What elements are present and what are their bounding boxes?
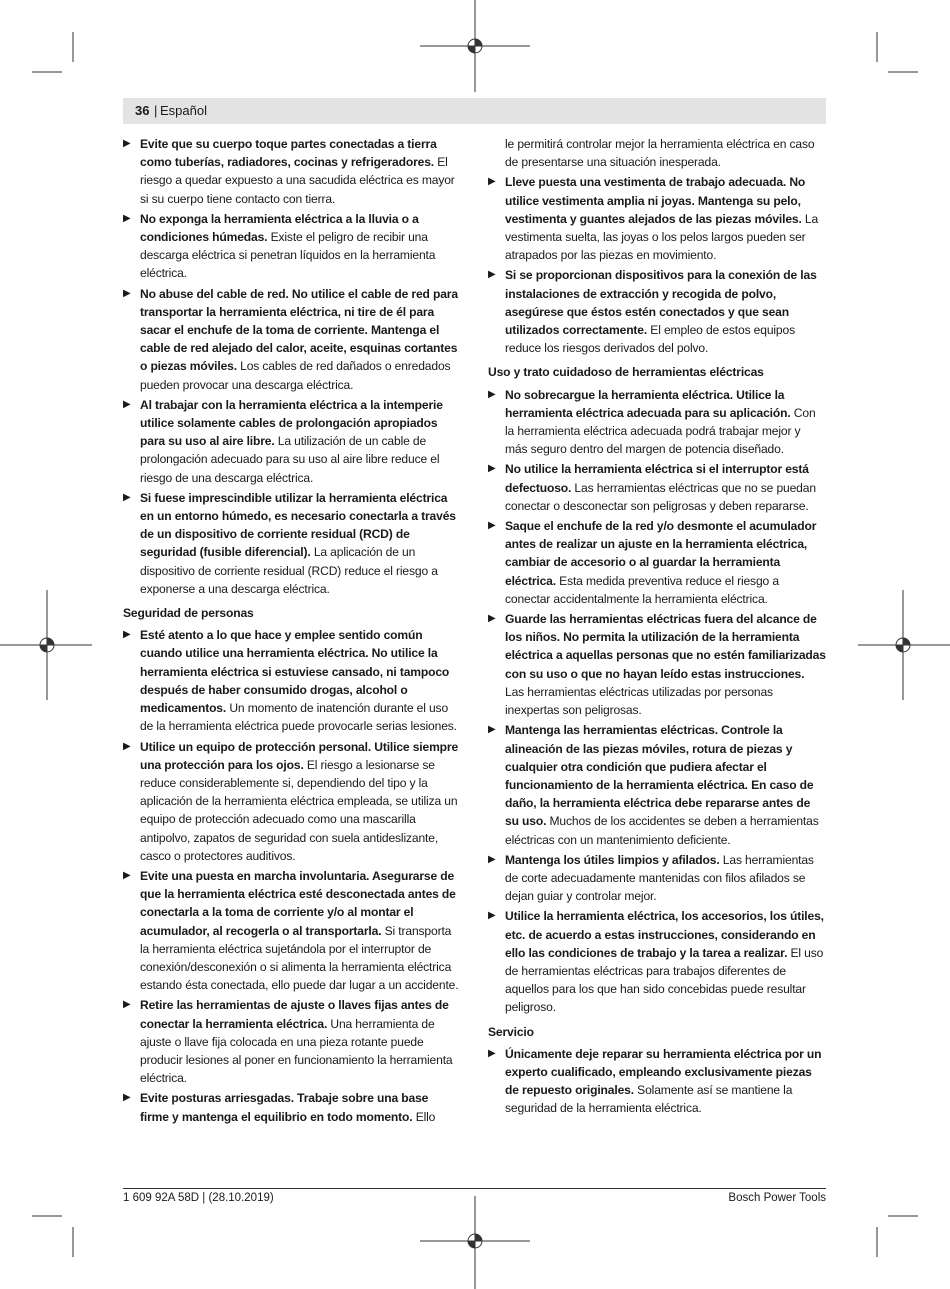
item-text: Un momento de inatención durante el uso de la herramienta eléctrica puede provocarle serias lesiones. — [140, 701, 457, 734]
item-text: El riesgo a quedar expuesto a una sacudida eléctrica es mayor si su cuerpo tiene contacto con tierra. — [140, 155, 455, 206]
item-text: Esta medida preventiva reduce el riesgo a conectar accidentalmente la herramienta eléctrica. — [505, 573, 779, 606]
bullet-arrow-icon: ▶ — [488, 613, 496, 625]
bullet-arrow-icon: ▶ — [123, 869, 131, 881]
bullet-arrow-icon: ▶ — [123, 629, 131, 641]
item-text: Solamente así se mantiene la seguridad de la herramienta eléctrica. — [505, 1083, 793, 1116]
bullet-arrow-icon: ▶ — [123, 287, 131, 299]
item-text: Muchos de los accidentes se deben a herramientas eléctricas con un mantenimiento deficiente. — [505, 814, 819, 847]
item-text: El empleo de estos equipos reduce los riesgos derivados del polvo. — [505, 323, 795, 356]
bullet-arrow-icon: ▶ — [123, 398, 131, 410]
item-text: Las herramientas de corte adecuadamente mantenidas con filos afilados se dejan guiar y controlar mejor. — [505, 852, 814, 904]
item-bold-text: Utilice la herramienta eléctrica, los accesorios, los útiles, etc. de acuerdo a estas instrucciones, considerando en ello las condiciones de trabajo y la tarea a realizar. — [505, 909, 824, 960]
item-bold-text: No exponga la herramienta eléctrica a la lluvia o a condiciones húmedas. — [140, 211, 419, 245]
section-heading: Uso y trato cuidadoso de herramientas eléctricas — [488, 365, 764, 380]
item-text: La vestimenta suelta, las joyas o los pelos largos pueden ser atrapados por las piezas en movimiento. — [505, 211, 819, 263]
section-heading: Seguridad de personas — [123, 606, 254, 621]
list-item — [488, 460, 826, 515]
item-bold-text: Guarde las herramientas eléctricas fuera del alcance de los niños. No permita la utilización de la herramienta eléctrica a aquellas personas que no estén familiarizadas con su uso o que no hayan leído estas instrucciones. — [505, 612, 826, 681]
left-column — [123, 135, 459, 1128]
bullet-arrow-icon: ▶ — [488, 724, 496, 736]
item-text: La aplicación de un dispositivo de corriente residual (RCD) reduce el riesgo a exponerse a una descarga eléctrica. — [140, 545, 438, 596]
item-text: le permitirá controlar mejor la herramienta eléctrica en caso de presentarse una situación inesperada. — [505, 137, 815, 170]
item-bold-text: Mantenga los útiles limpios y afilados. — [505, 852, 720, 867]
bullet-arrow-icon: ▶ — [488, 1047, 496, 1059]
bullet-arrow-icon: ▶ — [123, 212, 131, 224]
continued-paragraph — [488, 135, 826, 171]
list-item — [488, 266, 826, 357]
list-item — [123, 210, 459, 283]
bullet-arrow-icon: ▶ — [488, 910, 496, 922]
list-item — [488, 851, 826, 906]
item-bold-text: No abuse del cable de red. No utilice el cable de red para transportar la herramienta eléctrica, ni tire de él para sacar el enchufe de la toma de corriente. Mantenga el cable de red alejado del calor, aceite, esquinas cortantes o piezas móviles. — [140, 286, 458, 374]
item-bold-text: Esté atento a lo que hace y emplee sentido común cuando utilice una herramienta eléctrica. No utilice la herramienta eléctrica si estuviese cansado, ni tampoco después de haber consumido drogas, alcohol o medicamentos. — [140, 628, 450, 716]
bullet-arrow-icon: ▶ — [488, 520, 496, 532]
list-item — [123, 738, 459, 865]
list-item — [488, 610, 826, 719]
bullet-arrow-icon: ▶ — [488, 176, 496, 188]
list-item — [123, 396, 459, 487]
item-bold-text: Evite que su cuerpo toque partes conectadas a tierra como tuberías, radiadores, cocinas y refrigeradores. — [140, 137, 437, 170]
bullet-arrow-icon: ▶ — [123, 740, 131, 752]
item-text: El riesgo a lesionarse se reduce considerablemente si, dependiendo del tipo y la aplicación de la herramienta eléctrica empleada, se utiliza un equipo de protección adecuado como una mascarilla antipolvo, zapatos de seguridad con suela antideslizante, casco o protectores auditivos. — [140, 757, 458, 863]
list-item — [123, 135, 459, 208]
bullet-arrow-icon: ▶ — [488, 463, 496, 475]
footer-rule — [123, 1188, 826, 1189]
bullet-arrow-icon: ▶ — [123, 491, 131, 503]
page-header — [123, 98, 826, 124]
item-bold-text: Evite posturas arriesgadas. Trabaje sobre una base firme y mantenga el equilibrio en todo momento. — [140, 1091, 429, 1124]
list-item — [123, 489, 459, 598]
bullet-arrow-icon: ▶ — [488, 853, 496, 865]
item-bold-text: No sobrecargue la herramienta eléctrica. Utilice la herramienta eléctrica adecuada para su aplicación. — [505, 387, 791, 420]
bullet-arrow-icon: ▶ — [123, 999, 131, 1011]
list-item — [123, 626, 459, 735]
list-item — [123, 867, 459, 994]
item-bold-text: Si se proporcionan dispositivos para la conexión de las instalaciones de extracción y recogida de polvo, asegúrese que éstos estén conectados y que sean utilizados correctamente. — [505, 268, 817, 338]
footer-doc-number: 1 609 92A 58D | (28.10.2019) — [123, 1192, 274, 1204]
item-text: Las herramientas eléctricas que no se puedan conectar o desconectar son peligrosas y deben repararse. — [505, 480, 816, 513]
list-item — [123, 996, 459, 1087]
item-text: Si transporta la herramienta eléctrica sujetándola por el interruptor de conexión/desconexión o si alimenta la herramienta eléctrica estando ésta conectada, ello puede dar lugar a un accidente. — [140, 923, 459, 993]
list-item — [488, 386, 826, 459]
footer-brand: Bosch Power Tools — [728, 1192, 826, 1204]
item-text: Existe el peligro de recibir una descarga eléctrica si penetran líquidos en la herramienta eléctrica. — [140, 230, 436, 281]
item-text: Los cables de red dañados o enredados pueden provocar una descarga eléctrica. — [140, 359, 451, 392]
item-text: Las herramientas eléctricas utilizadas por personas inexpertas son peligrosas. — [505, 684, 773, 718]
item-bold-text: Evite una puesta en marcha involuntaria. Asegurarse de que la herramienta eléctrica esté desconectada antes de conectarla a la toma de corriente y/o al montar el acumulador, al recogerla o al transportarla. — [140, 868, 456, 938]
item-text: La utilización de un cable de prolongación adecuado para su uso al aire libre reduce el riesgo de una descarga eléctrica. — [140, 434, 440, 485]
item-bold-text: Retire las herramientas de ajuste o llaves fijas antes de conectar la herramienta eléctrica. — [140, 998, 449, 1031]
list-item — [123, 285, 459, 394]
bullet-arrow-icon: ▶ — [488, 269, 496, 281]
list-item — [123, 1089, 459, 1125]
item-bold-text: Lleve puesta una vestimenta de trabajo adecuada. No utilice vestimenta amplia ni joyas. Mantenga su pelo, vestimenta y guantes alejados de las piezas móviles. — [505, 175, 806, 226]
item-bold-text: No utilice la herramienta eléctrica si el interruptor está defectuoso. — [505, 462, 809, 495]
item-bold-text: Utilice un equipo de protección personal. Utilice siempre una protección para los ojos. — [140, 739, 459, 772]
section-heading: Servicio — [488, 1024, 534, 1039]
item-text: Con la herramienta eléctrica adecuada podrá trabajar mejor y más seguro dentro del margen de potencia diseñado. — [505, 405, 816, 457]
bullet-arrow-icon: ▶ — [123, 1092, 131, 1104]
list-item — [488, 517, 826, 608]
list-item — [488, 721, 826, 848]
list-item — [488, 1045, 826, 1118]
page-number: 36 — [135, 103, 150, 118]
list-item — [488, 173, 826, 264]
bullet-arrow-icon: ▶ — [488, 388, 496, 400]
list-item — [488, 907, 826, 1016]
header-separator: | — [154, 103, 158, 118]
item-text: Ello — [412, 1109, 436, 1124]
item-bold-text: Al trabajar con la herramienta eléctrica a la intemperie utilice solamente cables de prolongación apropiados para su uso al aire libre. — [140, 397, 443, 449]
header-language: Español — [160, 103, 207, 118]
bullet-arrow-icon: ▶ — [123, 138, 131, 149]
item-text: Una herramienta de ajuste o llave fija colocada en una pieza rotante puede producir lesiones al poner en funcionamiento la herramienta eléctrica. — [140, 1016, 453, 1086]
item-bold-text: Si fuese imprescindible utilizar la herramienta eléctrica en un entorno húmedo, es necesario conectarla a través de un dispositivo de corriente residual (RCD) de seguridad (fusible diferencial). — [140, 490, 456, 560]
item-bold-text: Mantenga las herramientas eléctricas. Controle la alineación de las piezas móviles, rotura de piezas y cualquier otra condición que pudiera afectar el funcionamiento de la herramienta eléctrica. En caso de daño, la herramienta eléctrica debe repararse antes de su uso. — [505, 723, 814, 829]
item-bold-text: Únicamente deje reparar su herramienta eléctrica por un experto cualificado, empleando exclusivamente piezas de repuesto originales. — [505, 1046, 822, 1098]
item-bold-text: Saque el enchufe de la red y/o desmonte el acumulador antes de realizar un ajuste en la herramienta eléctrica, cambiar de accesorio o al guardar la herramienta eléctrica. — [505, 519, 817, 588]
item-text: El uso de herramientas eléctricas para trabajos diferentes de aquellos para los que han sido concebidas puede resultar peligroso. — [505, 945, 824, 1015]
right-column — [488, 135, 826, 1120]
